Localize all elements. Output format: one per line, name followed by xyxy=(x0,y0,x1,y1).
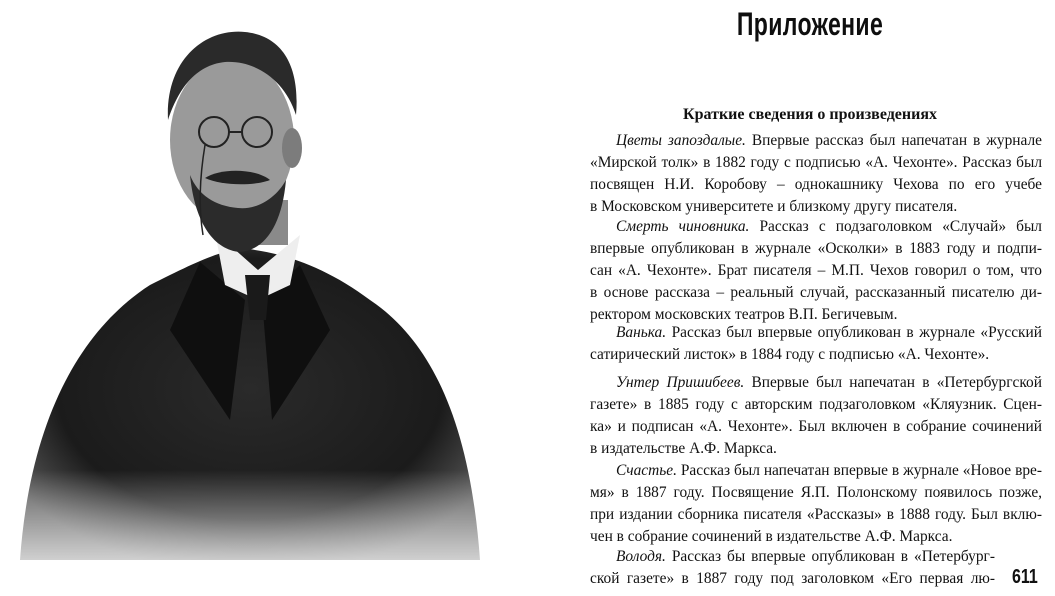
entry-text: в основе рассказа – реальный случай, рассказанный писателю ди- xyxy=(590,284,1042,301)
entry-text: ка» и подписан «А. Чехонте». Был включен в собрание сочинений xyxy=(590,418,1042,435)
entry-text: посвящен Н.И. Коробову – однокашнику Чехова по его учебе xyxy=(590,176,1042,193)
entry-smert-chinovnika xyxy=(590,216,1042,326)
page-title: Приложение xyxy=(736,6,884,42)
entry-text: Рассказ был напечатан впервые в журнале «Новое вре- xyxy=(676,462,1042,479)
entry-text: «Мирской толк» в 1882 году с подписью «А. Чехонте». Рассказ был xyxy=(590,154,1042,171)
text-column xyxy=(580,0,1040,596)
entry-text: ской газете» в 1887 году под заголовком «Его первая лю- xyxy=(590,570,995,587)
entry-text: Рассказ был впервые опубликован в журнале «Русский xyxy=(666,324,1042,341)
entry-unter-prishibeev xyxy=(590,372,1042,460)
entry-vanka xyxy=(590,322,1042,366)
entry-text: при издании сборника писателя «Рассказы» в 1888 году. Был вклю- xyxy=(590,506,1042,523)
entry-title: Смерть чиновника. xyxy=(616,218,750,235)
entry-title: Цветы запоздалые. xyxy=(616,132,746,149)
entry-text: сан «А. Чехонте». Брат писателя – М.П. Чехов говорил о том, что xyxy=(590,262,1042,279)
entry-text: в Московском университете и близкому другу писателя. xyxy=(590,198,958,215)
page-number: 611 xyxy=(1012,566,1038,588)
portrait-photo-icon xyxy=(0,0,520,596)
entry-volodya xyxy=(590,546,995,590)
entry-text: сатирический листок» в 1884 году с подписью «А. Чехонте». xyxy=(590,346,990,363)
section-subtitle: Краткие сведения о произведениях xyxy=(683,106,937,123)
entry-text: Впервые был напечатан в «Петербургской xyxy=(744,374,1042,391)
entry-title: Счастье. xyxy=(616,462,677,479)
entry-title: Унтер Пришибеев. xyxy=(616,374,745,391)
entry-title: Володя. xyxy=(616,548,666,565)
entry-text: впервые опубликован в журнале «Осколки» в 1883 году и подпи- xyxy=(590,240,1042,257)
entry-tsvety-zapozdalye xyxy=(590,130,1042,218)
entry-text: в издательстве А.Ф. Маркса. xyxy=(590,440,777,457)
entry-schastye xyxy=(590,460,1042,548)
entry-text: ректором московских театров В.П. Бегичевым. xyxy=(590,306,898,323)
entry-text: мя» в 1887 году. Посвящение Я.П. Полонскому появилось позже, xyxy=(590,484,1042,501)
entry-text: чен в собрание сочинений в издательстве А.Ф. Маркса. xyxy=(590,528,953,545)
entry-text: Впервые рассказ был напечатан в журнале xyxy=(745,132,1042,149)
entry-text: газете» в 1885 году с авторским подзаголовком «Кляузник. Сцен- xyxy=(590,396,1042,413)
entry-text: Рассказ бы впервые опубликован в «Петербург- xyxy=(665,548,995,565)
entry-title: Ванька. xyxy=(616,324,667,341)
entry-text: Рассказ с подзаголовком «Случай» был xyxy=(749,218,1042,235)
